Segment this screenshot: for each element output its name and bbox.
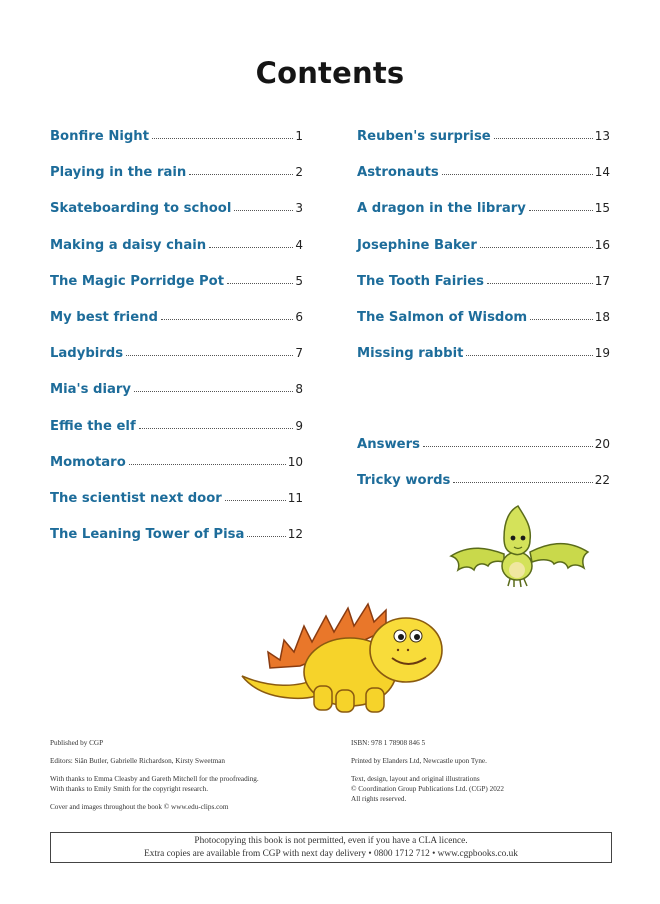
publisher-line: Published by CGP [50, 739, 104, 747]
dot-leader [209, 244, 293, 248]
toc-entry-page: 11 [287, 490, 303, 505]
toc-entry-title: The Magic Porridge Pot [50, 273, 225, 289]
notice-line-2: Extra copies are available from CGP with next day delivery • 0800 1712 712 • www.cgpbooks.co.uk [144, 849, 518, 859]
toc-entry[interactable] [357, 269, 610, 305]
toc-entry-page: 19 [594, 346, 610, 361]
dot-leader [225, 497, 286, 501]
printer-line: Printed by Elanders Ltd, Newcastle upon Tyne. [351, 757, 487, 765]
toc-entry[interactable] [50, 414, 303, 450]
toc-entry-title: The Leaning Tower of Pisa [50, 527, 245, 543]
toc-entry-title: Playing in the rain [50, 165, 187, 181]
toc-entry-page: 18 [594, 309, 610, 324]
photocopy-notice [50, 832, 612, 863]
dot-leader [161, 316, 293, 320]
toc-column-answers [357, 432, 610, 504]
dot-leader [247, 533, 285, 537]
toc-entry-tricky-words[interactable] [357, 468, 610, 504]
thanks-line: With thanks to Emily Smith for the copyright research. [50, 785, 209, 793]
toc-entry-title: The Tooth Fairies [357, 273, 485, 289]
toc-entry[interactable] [50, 341, 303, 377]
toc-entry-page: 5 [295, 273, 303, 288]
design-credit-line: Text, design, layout and original illustrations [351, 775, 480, 783]
toc-entry-page: 15 [594, 201, 610, 216]
toc-entry-page: 7 [295, 346, 303, 361]
toc-entry[interactable] [357, 233, 610, 269]
dot-leader [152, 135, 293, 139]
toc-entry-page: 16 [594, 237, 610, 252]
toc-entry-title: Effie the elf [50, 418, 136, 434]
toc-entry-title: Momotaro [50, 454, 126, 470]
dot-leader [487, 280, 593, 284]
dot-leader [129, 461, 286, 465]
credits-left [50, 738, 340, 812]
toc-entry-page: 4 [295, 237, 303, 252]
toc-entry[interactable] [50, 124, 303, 160]
toc-entry-title: Answers [357, 437, 420, 452]
toc-entry-page: 9 [295, 418, 303, 433]
dot-leader [530, 316, 593, 320]
toc-entry-page: 22 [594, 473, 610, 488]
toc-entry[interactable] [50, 486, 303, 522]
toc-entry[interactable] [357, 124, 610, 160]
toc-entry[interactable] [357, 160, 610, 196]
pterodactyl-illustration [448, 504, 600, 594]
dot-leader [453, 479, 592, 483]
dot-leader [423, 443, 593, 447]
dot-leader [189, 171, 293, 175]
thanks-line: With thanks to Emma Cleasby and Gareth Mitchell for the proofreading. [50, 775, 259, 783]
dot-leader [227, 280, 293, 284]
toc-entry-title: Missing rabbit [357, 346, 464, 362]
toc-entry-page: 12 [287, 527, 303, 542]
toc-column-left [50, 124, 303, 558]
toc-entry-page: 10 [287, 454, 303, 469]
dot-leader [442, 171, 593, 175]
notice-line-1: Photocopying this book is not permitted, even if you have a CLA licence. [194, 836, 468, 846]
toc-entry-page: 20 [594, 437, 610, 451]
dot-leader [494, 135, 593, 139]
dot-leader [529, 207, 593, 211]
toc-entry[interactable] [357, 305, 610, 341]
toc-entry-page: 8 [295, 382, 303, 397]
toc-entry-title: Skateboarding to school [50, 201, 232, 217]
toc-entry-title: Reuben's surprise [357, 129, 491, 144]
dinosaur-illustration [240, 596, 446, 718]
toc-entry-page: 13 [594, 129, 610, 143]
toc-entry-title: Josephine Baker [357, 237, 477, 253]
editors-line: Editors: Siân Butler, Gabrielle Richardson, Kirsty Sweetman [50, 757, 225, 765]
toc-entry-title: Astronauts [357, 165, 439, 181]
dot-leader [466, 352, 592, 356]
isbn-line: ISBN: 978 1 78908 846 5 [351, 739, 426, 747]
toc-entry[interactable] [50, 305, 303, 341]
toc-entry-title: Making a daisy chain [50, 237, 207, 253]
toc-entry[interactable] [50, 233, 303, 269]
toc-entry-title: The scientist next door [50, 490, 222, 506]
toc-entry-title: A dragon in the library [357, 201, 526, 217]
toc-entry-title: Tricky words [357, 473, 451, 489]
toc-entry-title: My best friend [50, 309, 158, 325]
toc-entry[interactable] [50, 160, 303, 196]
dot-leader [134, 388, 293, 392]
toc-entry[interactable] [50, 450, 303, 486]
toc-entry-answers[interactable] [357, 432, 610, 468]
toc-entry-page: 2 [295, 165, 303, 180]
toc-entry-page: 3 [295, 201, 303, 216]
cover-credit-line: Cover and images throughout the book © www.edu-clips.com [50, 803, 229, 811]
rights-line: All rights reserved. [351, 795, 407, 803]
toc-column-right [357, 124, 610, 377]
toc-entry[interactable] [50, 196, 303, 232]
toc-entry-title: The Salmon of Wisdom [357, 309, 528, 325]
toc-entry-page: 1 [295, 129, 303, 143]
toc-entry-title: Bonfire Night [50, 129, 150, 144]
toc-entry[interactable] [50, 377, 303, 413]
toc-entry[interactable] [357, 196, 610, 232]
dot-leader [139, 425, 294, 429]
toc-entry[interactable] [50, 269, 303, 305]
toc-entry-page: 6 [295, 309, 303, 324]
toc-entry[interactable] [50, 522, 303, 558]
dot-leader [234, 207, 293, 211]
toc-entry-page: 14 [594, 165, 610, 180]
credits-right [351, 738, 611, 804]
copyright-line: © Coordination Group Publications Ltd. (CGP) 2022 [351, 785, 504, 793]
toc-entry-title: Mia's diary [50, 382, 131, 398]
toc-entry-page: 17 [594, 273, 610, 288]
dot-leader [480, 244, 593, 248]
dot-leader [126, 352, 293, 356]
page-title: Contents [255, 56, 405, 90]
toc-entry[interactable] [357, 341, 610, 377]
toc-entry-title: Ladybirds [50, 346, 124, 362]
